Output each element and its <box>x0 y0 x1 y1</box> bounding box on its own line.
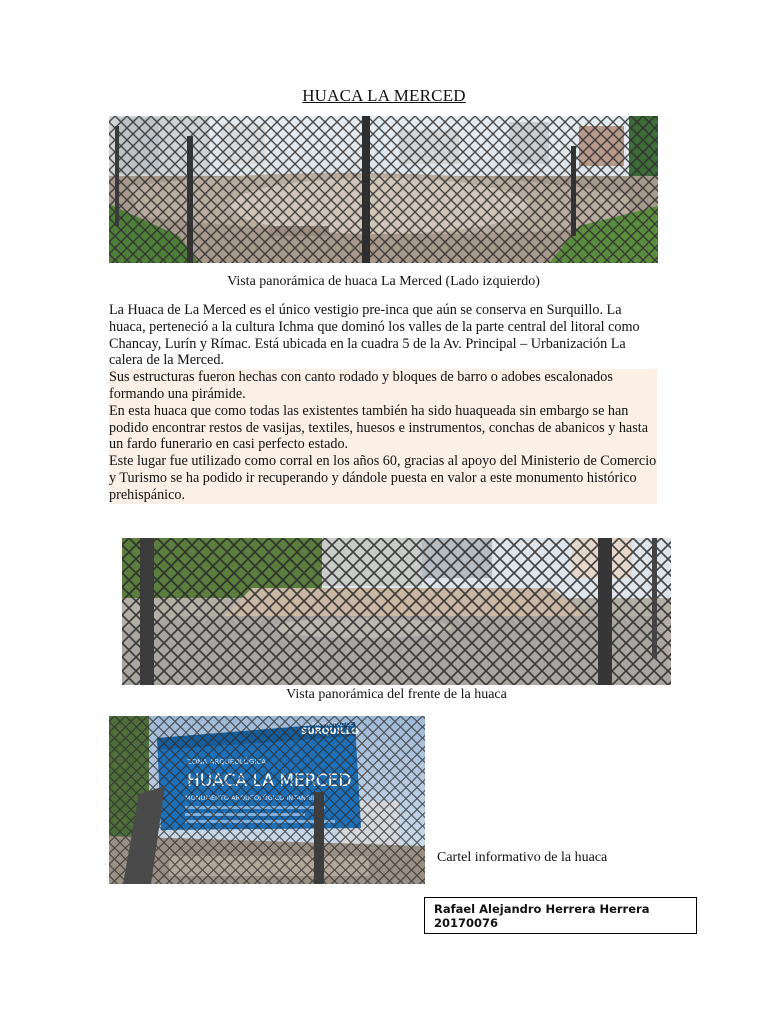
paragraph-intro: La Huaca de La Merced es el único vestigio pre-inca que aún se conserva en Surquillo. La huaca, perteneció a la cultura Ichma que dominó los valles de la parte central del litoral como Chancay, Lurín y Rímac. Está ubicada en la cuadra 5 de la Av. Principal – Urbanización La calera de la Merced. <box>109 302 640 369</box>
photo-left-side-panorama <box>109 116 658 263</box>
document-title: HUACA LA MERCED <box>302 86 466 105</box>
paragraph-findings: En esta huaca que como todas las existentes también ha sido huaqueada sin embargo se han podido encontrar restos de vasijas, textiles, huesos e instrumentos, conchas de abanicos y hasta un fardo funerario en casi perfecto estado. <box>109 403 657 453</box>
photo-info-sign <box>109 716 425 884</box>
photo-front-caption: Vista panorámica del frente de la huaca <box>286 687 507 702</box>
body-text <box>109 302 657 504</box>
photo-left-side-caption: Vista panorámica de huaca La Merced (Lado izquierdo) <box>227 274 540 289</box>
photo-info-sign-caption: Cartel informativo de la huaca <box>437 850 608 865</box>
paragraph-history: Este lugar fue utilizado como corral en los años 60, gracias al apoyo del Ministerio de Comercio y Turismo se ha podido ir recuperando y dándole puesta en valor a este monumento histórico prehispánico. <box>109 453 657 503</box>
photo-front-panorama <box>122 538 671 685</box>
author-box: Rafael Alejandro Herrera Herrera 20170076 <box>424 897 697 934</box>
paragraph-structures: Sus estructuras fueron hechas con canto rodado y bloques de barro o adobes escalonados formando una pirámide. <box>109 369 657 403</box>
